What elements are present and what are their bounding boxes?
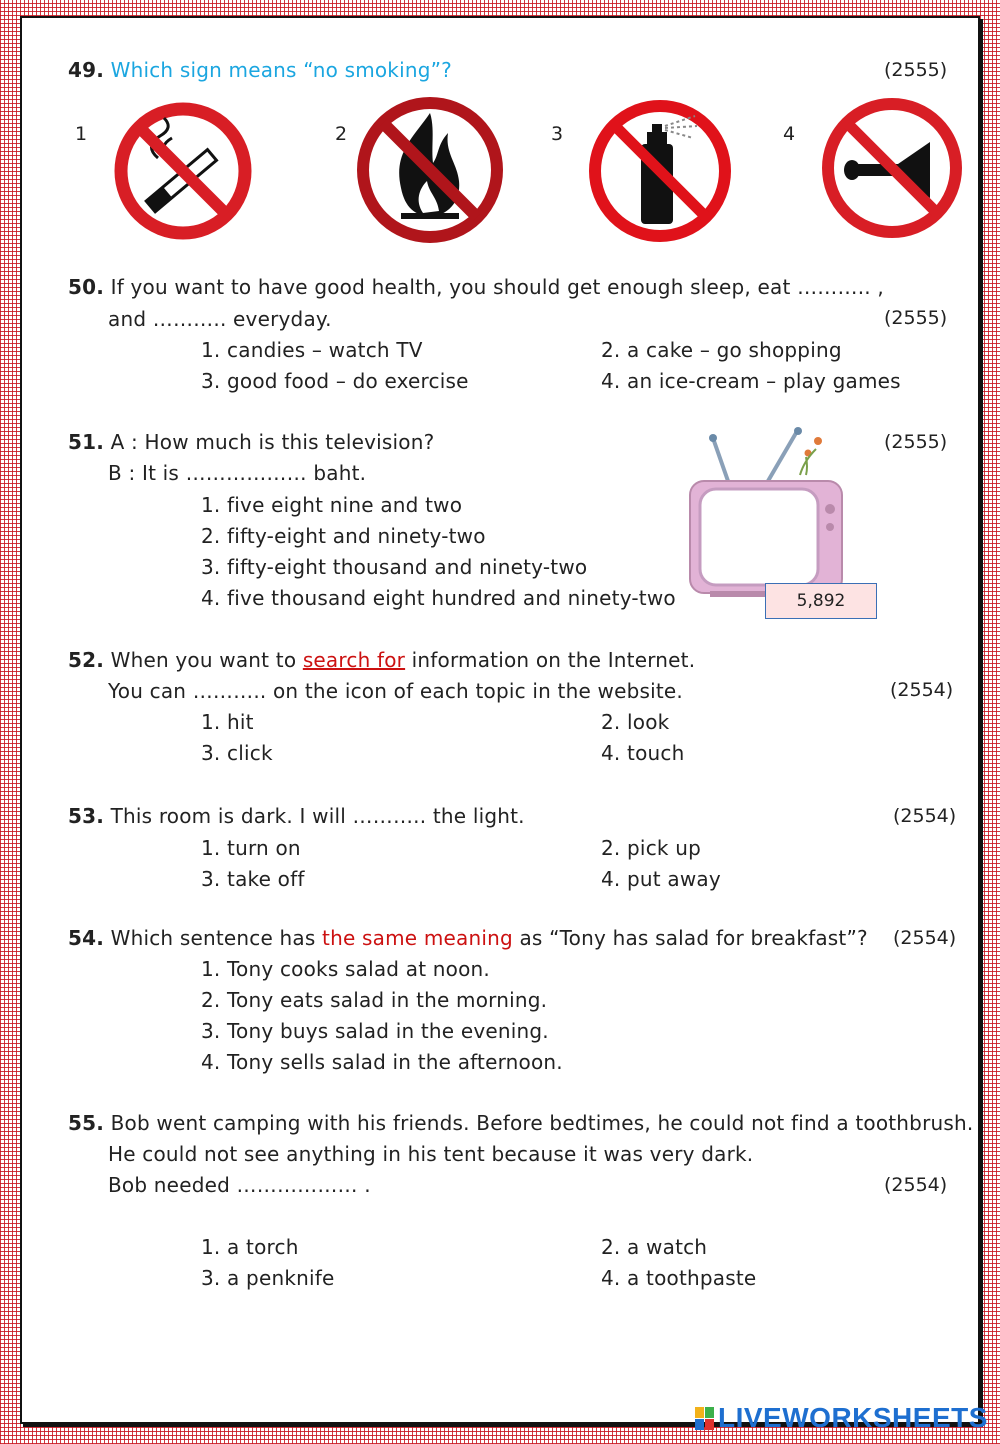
answer-option[interactable]: 4. put away [601,867,721,891]
question-text: Which sign means “no smoking”? [110,58,452,82]
liveworksheets-badge-icon [695,1407,715,1431]
answer-option[interactable]: 3. a penknife [201,1266,335,1290]
year-label: (2554) [893,927,957,949]
question-55 [68,1111,973,1135]
answer-option[interactable]: 4. Tony sells salad in the afternoon. [201,1050,563,1074]
question-number: 52. [68,648,105,672]
year-label: (2554) [890,679,954,701]
answer-option[interactable]: 1. candies – watch TV [201,338,423,362]
answer-option[interactable]: 1. turn on [201,836,301,860]
year-label: (2555) [884,59,948,81]
year-label: (2554) [893,805,957,827]
question-text: Which sentence has [110,926,323,950]
answer-option[interactable]: 1. five eight nine and two [201,493,463,517]
answer-option[interactable]: 4. touch [601,741,685,765]
no-horn-icon[interactable] [818,94,966,242]
price-tag: 5,892 [765,583,877,619]
question-text: When you want to [110,648,303,672]
year-label: (2555) [884,307,948,329]
question-number: 53. [68,804,105,828]
sign-number: 1 [75,123,88,145]
question-number: 51. [68,430,105,454]
question-53 [68,804,525,828]
question-text: information on the Internet. [405,648,696,672]
question-text: Bob went camping with his friends. Before bedtimes, he could not find a toothbrush. [110,1111,974,1135]
question-number: 50. [68,275,105,299]
question-text: This room is dark. I will ……….. the light. [110,804,525,828]
question-54 [68,926,868,950]
question-51 [68,430,434,454]
answer-option[interactable]: 2. a cake – go shopping [601,338,842,362]
no-smoking-icon[interactable] [110,98,256,244]
year-label: (2554) [884,1174,948,1196]
liveworksheets-logo[interactable]: LIVEWORKSHEETS [718,1402,988,1433]
answer-option[interactable]: 3. click [201,741,273,765]
answer-option[interactable]: 3. Tony buys salad in the evening. [201,1019,549,1043]
question-text-line: You can ……….. on the icon of each topic in the website. [108,679,683,703]
answer-option[interactable]: 2. fifty-eight and ninety-two [201,524,486,548]
sign-number: 2 [335,123,348,145]
question-text-line: He could not see anything in his tent because it was very dark. [108,1142,754,1166]
television-illustration [682,425,852,605]
question-number: 54. [68,926,105,950]
answer-option[interactable]: 2. pick up [601,836,701,860]
answer-option[interactable]: 1. Tony cooks salad at noon. [201,957,490,981]
answer-option[interactable]: 4. five thousand eight hundred and ninety-two [201,586,676,610]
answer-option[interactable]: 3. good food – do exercise [201,369,469,393]
answer-option[interactable]: 1. hit [201,710,254,734]
question-text: A : How much is this television? [110,430,435,454]
answer-option[interactable]: 2. a watch [601,1235,708,1259]
answer-option[interactable]: 1. a torch [201,1235,299,1259]
question-number: 49. [68,58,105,82]
answer-option[interactable]: 4. an ice-cream – play games [601,369,901,393]
question-text-line: and ……….. everyday. [108,307,332,331]
question-number: 55. [68,1111,105,1135]
highlighted-phrase: the same meaning [322,926,513,950]
question-50 [68,275,884,299]
answer-option[interactable]: 2. Tony eats salad in the morning. [201,988,548,1012]
question-text-line: Bob needed ……………… . [108,1173,371,1197]
answer-option[interactable]: 3. take off [201,867,305,891]
question-text: as “Tony has salad for breakfast”? [512,926,868,950]
no-fire-icon[interactable] [353,93,507,247]
highlighted-phrase: search for [302,648,406,672]
no-spray-icon[interactable] [585,96,735,246]
answer-option[interactable]: 3. fifty-eight thousand and ninety-two [201,555,588,579]
question-text-line: B : It is ……………… baht. [108,461,367,485]
year-label: (2555) [884,431,948,453]
question-49 [68,58,452,82]
sign-number: 3 [551,123,564,145]
answer-option[interactable]: 4. a toothpaste [601,1266,757,1290]
question-52 [68,648,695,672]
sign-number: 4 [783,123,796,145]
question-text: If you want to have good health, you should get enough sleep, eat ……….. , [110,275,884,299]
answer-option[interactable]: 2. look [601,710,670,734]
